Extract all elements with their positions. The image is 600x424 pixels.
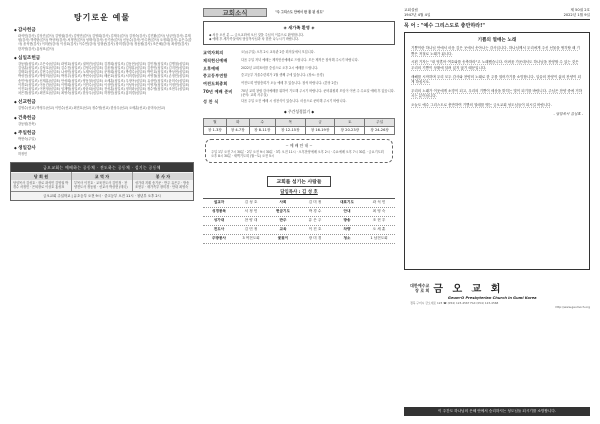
- essay-paragraph: 시편 기자는 "내 영혼아 여호와를 송축하라"고 노래했습니다. 어려움 가운데서도 하나님을 찬양할 수 있는 것은 우리의 기쁨이 상황에 달려 있지 않기 때문입니다.: [411, 60, 579, 70]
- servers-role: 꽃꽂이: [277, 236, 289, 240]
- news-item: [203, 81, 395, 87]
- cover-bottom-banner: 이 주간도 하나님의 은혜 안에서 승리하시는 성도님들 되시기를 소망합니다.: [404, 407, 590, 416]
- offering-groups: [10, 27, 194, 156]
- servers-role: 설교자: [213, 200, 225, 204]
- servers-person: 찬 양 대: [244, 218, 258, 222]
- bible-reading-passage: 창 24-26장: [365, 127, 395, 135]
- bible-reading-day: 수: [249, 119, 275, 127]
- news-item-key: 교역자회의: [203, 49, 224, 55]
- servers-title: 교회를 섬기는 사람들: [267, 176, 330, 187]
- info-col: [72, 172, 133, 190]
- offering-panel: [10, 8, 194, 416]
- servers-row: [203, 208, 395, 217]
- servers-role: 성경봉독: [212, 209, 226, 213]
- news-item-text: 오늘(주일) 오후 2시 교육관 2층 회의실에서 모입니다.: [241, 49, 315, 54]
- news-items: [203, 50, 395, 105]
- news-item-text: 여전도회 연합총회가 오늘 예배 후 있습니다. 참석 바랍니다. (본당 2층): [241, 81, 338, 86]
- servers-row: [203, 235, 395, 244]
- servers-header: [203, 168, 395, 195]
- church-english-name: Geum-O Presbyterian Church in Gumi Korea: [448, 296, 537, 301]
- welcome-notice: [203, 21, 395, 45]
- bible-reading-day: 금: [305, 119, 335, 127]
- essay-signature: - 담임목사 김성호 -: [553, 111, 583, 116]
- bible-reading-day: 주일: [365, 119, 395, 127]
- news-item: [203, 73, 395, 79]
- servers-subtitle: 담임목사 : 김 성 호: [280, 189, 318, 195]
- bible-reading-passage: 창 16-19장: [305, 127, 335, 135]
- servers-person: 곽 석 민: [372, 200, 386, 204]
- servers-role: 성가대: [213, 218, 225, 222]
- essay-body: [411, 46, 583, 108]
- essay-paragraph: 우리의 노래가 이웃에게 소망이 되고, 우리의 기쁨이 세상을 밝히는 빛이 되기를 바랍니다. 주님은 찬양 중에 거하시는 분이십니다.: [411, 88, 583, 99]
- essay-paragraph: 오늘도 예수 그리스도로 충만하여 기쁨의 열매를 맺는 금오교회 성도님들이 되시길 바랍니다.: [411, 102, 552, 107]
- servers-person: 1 남전도회: [370, 236, 388, 240]
- news-item-text: 2022년 교회표어를 중심으로 오후 2시 예배를 드립니다.: [241, 65, 319, 70]
- bible-reading-passage: 창 1-3장: [204, 127, 227, 135]
- founding-info: [404, 8, 430, 17]
- essay-paragraph: 새해를 시작하며 우리 모두 감사와 찬양의 노래로 한 주를 열어가기를 소망합니다. 입술의 찬양이 삶의 찬양이 되게 하십시오.: [411, 74, 581, 85]
- bible-reading-day: 목: [275, 119, 305, 127]
- offering-group-title: ◆ 선교헌금: [14, 99, 194, 105]
- servers-role: 청소: [343, 236, 351, 240]
- worship-guide-box: [205, 139, 393, 162]
- offering-group-title: ◆ 감사헌금: [14, 27, 194, 33]
- church-info-header: 금오교회는 예배하는 공동체 · 전도하는 공동체 · 섬기는 공동체: [11, 163, 193, 172]
- servers-role: 차량: [343, 227, 351, 231]
- church-address: 경북 구미시 금오대로 123 ☎ (054) 123-4567 FAX (054) 123-4568: [410, 301, 499, 306]
- bible-reading-day: 월: [204, 119, 227, 127]
- bible-reading-passage: 창 20-23장: [335, 127, 365, 135]
- news-item-text: 중고등부 겨울수련회가 1월 셋째 주에 있습니다. (장소: 문경): [241, 73, 324, 78]
- issue-info: [564, 8, 590, 17]
- news-item: [203, 89, 395, 97]
- info-col-body: 성가대 지휘 송기준 · 반주 유은주 · 방송 조현우 · 새가족부 장미경 · 안내 최영숙: [135, 181, 190, 190]
- founding-label: 교회설립: [404, 8, 418, 12]
- offering-group-names: 곽석민(감사) 김상진(감사) 김영권(감사) 김영민(감사) 김영희(감사) 김재국(감사) 김정숙(감사) 김진환(감사) 남궁민(감사) 류재원(감사) 박경란(감사) 박상욱(감사) 서정민(감사) 성태식(감사) 송기준(감사) 신동수(감사) 안수현(감사) 오정희(감사) 유은주(감사) 윤석현(감사) 이미란(감사) 이상호(감사) 이수연(감사) 임형준(감사) 장미경(감사) 정동원(감사) 조은혜(감사) 최성민(감사) 한지영(감사) 홍성표(감사): [18, 34, 192, 51]
- news-item-key: 성 찬 식: [203, 99, 219, 105]
- servers-row: [203, 226, 395, 235]
- servers-person: 3 여전도회: [242, 236, 260, 240]
- servers-person: 서 정 민: [244, 209, 258, 213]
- info-col-title: 교 역 자: [72, 173, 132, 180]
- cover-panel: [404, 8, 590, 416]
- news-title: 교회소식: [203, 8, 267, 17]
- servers-role: 대표기도: [340, 200, 354, 204]
- news-item-key: 중고등부연합: [203, 73, 228, 79]
- bible-reading-table: [203, 118, 395, 135]
- servers-person: 오 세 훈: [372, 227, 386, 231]
- servers-person: 박 경 수: [308, 209, 322, 213]
- pastor-essay: [404, 32, 590, 270]
- church-info-box: [10, 162, 194, 200]
- church-website-link[interactable]: http://www.geumoch.org: [555, 305, 590, 310]
- offering-group-title: ◆ 생일감사: [14, 145, 194, 151]
- servers-row: [203, 217, 395, 226]
- offering-group-names: 허정민: [18, 152, 28, 157]
- news-panel: [203, 8, 395, 416]
- news-item-text: 다음 주일 오전 예배 시 성찬식이 있습니다. 마음으로 준비해 주시기 바랍니다.: [241, 99, 347, 104]
- info-col: [133, 172, 193, 190]
- essay-paragraph: 기쁨이란 하나님 안에서 마음 깊은 곳에서 솟아나는 감사입니다. 하나님께서 우리에게 주신 선물을 생각할 때 기쁨은 저절로 노래가 됩니다.: [411, 46, 580, 56]
- servers-person: 유 은 주: [308, 218, 322, 222]
- bible-reading-head-row: [204, 119, 395, 127]
- bible-reading-passage: 창 4-7장: [226, 127, 249, 135]
- servers-role: 방송: [343, 218, 351, 222]
- news-header: [203, 8, 395, 17]
- bible-reading-day: 화: [226, 119, 249, 127]
- column-title: 목 어 : "예수 그리스도로 충만하라!": [404, 23, 485, 30]
- servers-person: 조 현 우: [372, 218, 386, 222]
- servers-person: 김 미 정: [308, 200, 322, 204]
- welcome-notice-title: ◈ 새가족 환영 ◈: [283, 25, 315, 30]
- divider: [404, 19, 590, 20]
- welcome-notice-line: ◆ 처음 오신 분 — 금오교회에 오신 것을 주님의 이름으로 환영합니다.: [209, 32, 304, 37]
- issue-number: 제 50권 2호: [570, 8, 590, 12]
- servers-role: 사회: [279, 200, 287, 204]
- news-item: [203, 50, 395, 56]
- info-col-body: 부목사 이진호 · 교육전도사 김민정 · 찬양전도사 정동원 · 선교사 박상현 (태국): [74, 181, 128, 190]
- denomination-line: 장 로 회: [414, 287, 430, 293]
- servers-role: 전도사: [213, 227, 225, 231]
- news-item-text: 다음 주일 저녁 예배는 제직헌신예배로 드립니다. 모든 제직은 참석해 주시기 바랍니다.: [241, 57, 359, 62]
- servers-table: [203, 198, 395, 244]
- offering-group-names: 박현숙(주일): [18, 136, 36, 141]
- offering-title: 탕기로운 예물: [73, 13, 131, 22]
- servers-person: 최 영 숙: [372, 209, 386, 213]
- bulletin-meta: [404, 8, 590, 17]
- bible-reading-passage: 창 8-11장: [249, 127, 275, 135]
- essay-title: 기쁨의 열매는 노래: [477, 38, 517, 44]
- servers-row: [203, 199, 395, 208]
- servers-role: 교육: [279, 227, 287, 231]
- servers-role: 헌금기도: [276, 209, 290, 213]
- news-item: [203, 66, 395, 72]
- worship-guide-title: ~ 예 배 안 내 ~: [285, 143, 313, 149]
- servers-role: 반주: [279, 218, 287, 222]
- news-item: [203, 58, 395, 64]
- founding-date: 1947년 4월 4일: [404, 12, 431, 17]
- news-item: [203, 99, 395, 105]
- welcome-notice-line: ◆ 예배 후 새가족실에서 담임목사님과 차 한잔 나누시기 바랍니다.: [209, 36, 299, 41]
- servers-role: 안내: [343, 209, 351, 213]
- church-name: 금 오 교 회: [433, 284, 504, 296]
- servers-person: 이 진 호: [308, 227, 322, 231]
- offering-group-title: ◆ 건축헌금: [14, 115, 194, 121]
- news-item-text: 70년 교회 창립 감사예배를 위하여 기도해 주시기 바랍니다. 준비위원회 모임이 이번 주 수요일 예배 후 있습니다. (문의: 교회 사무실): [241, 88, 395, 98]
- bible-reading-passage: 창 12-15장: [275, 127, 305, 135]
- info-col: [11, 172, 72, 190]
- denomination-line: 대한예수교: [410, 282, 430, 288]
- offering-group-names: 강동원(십일조) 고은숙(십일조) 곽영호(십일조) 권혁진(십일조) 김경희(십일조) 김동현(십일조) 김민정(십일조) 김병철(십일조) 김상훈(십일조) 김성호(십일조) 김수진(십일조) 김영수(십일조) 김윤정(십일조) 김정훈(십일조) 김종민(십일조) 김지현(십일조) 김태호(십일조) 김현주(십일조) 나성민(십일조) 노재석(십일조) 문정희(십일조) 박경수(십일조) 박민호(십일조) 박상현(십일조) 박성진(십일조) 박영미(십일조) 박정우(십일조) 박현숙(십일조) 배준호(십일조) 서미경(십일조) 서영철(십일조) 손정민(십일조) 송민아(십일조) 신재훈(십일조) 안성희(십일조) 양동철(십일조) 오세훈(십일조) 우정아(십일조) 유상민(십일조) 윤미숙(십일조) 이경호(십일조) 이동건(십일조) 이명희(십일조) 이민수(십일조) 이상민(십일조) 이성욱(십일조) 이영자(십일조) 이정민(십일조) 이진호(십일조) 이현정(십일조) 임재범(십일조) 장윤희(십일조) 전성훈(십일조) 정미라(십일조) 정수영(십일조) 조현우(십일조) 차은경(십일조) 최민호(십일조) 최영숙(십일조) 한상우(십일조) 허정민(십일조) 홍미경(십일조): [18, 61, 190, 96]
- servers-person: 김 성 호: [244, 200, 258, 204]
- servers-role: 주방봉사: [212, 236, 226, 240]
- worship-guide-text: 주일 1부 오전 7시 30분 · 2부 오전 9시 30분 · 3부 오전 11시 · 오후찬양예배 오후 2시 · 수요예배 오후 7시 30분 · 금요기도회 오후 8시 30분 · 새벽기도회 (월~토) 오전 5시: [211, 150, 384, 159]
- offering-group-title: ◆ 주일헌금: [14, 130, 194, 136]
- news-header-note: "주 그리스도 안에서 한 몸 된 성도": [275, 10, 324, 15]
- offering-group-title: ◆ 십일조헌금: [14, 55, 194, 61]
- bible-reading-title: ◆ 주간성경읽기 ◆: [283, 109, 315, 115]
- denomination: [410, 283, 429, 293]
- news-item-key: 오후예배: [203, 65, 220, 71]
- church-info-columns: [11, 172, 193, 190]
- offering-group-names: 강동원(건축): [18, 121, 36, 126]
- news-item-key: 제직헌신예배: [203, 57, 228, 63]
- news-item-key: 여전도회총회: [203, 81, 228, 87]
- info-col-body: 담임목사 김성호 · 장로 곽석민 김영권 박경수 서정민 · 은퇴장로 이상호 홍성표: [13, 181, 69, 190]
- bible-reading-body-row: [204, 127, 395, 135]
- bible-reading-day: 토: [335, 119, 365, 127]
- church-brand: [404, 280, 590, 295]
- church-info-footer: 금오교회 주일학교 | 유초등부 오전 9시 · 중고등부 오전 11시 · 청년부 오후 2시: [11, 191, 193, 200]
- info-col-title: 당 회 원: [11, 173, 71, 180]
- news-item-key: 70년 예배 준비: [203, 88, 233, 94]
- info-col-title: 봉 사 자: [133, 173, 193, 180]
- servers-person: 장 미 경: [308, 236, 322, 240]
- servers-person: 김 민 정: [244, 227, 258, 231]
- issue-date: 2022년 1월 9일: [563, 12, 590, 17]
- offering-group-names: 김영수(선교) 박정우(선교) 이민수(선교) 최민호(선교) 정수영(선교) 한상우(선교) 오세훈(선교) 윤미숙(선교): [18, 106, 166, 111]
